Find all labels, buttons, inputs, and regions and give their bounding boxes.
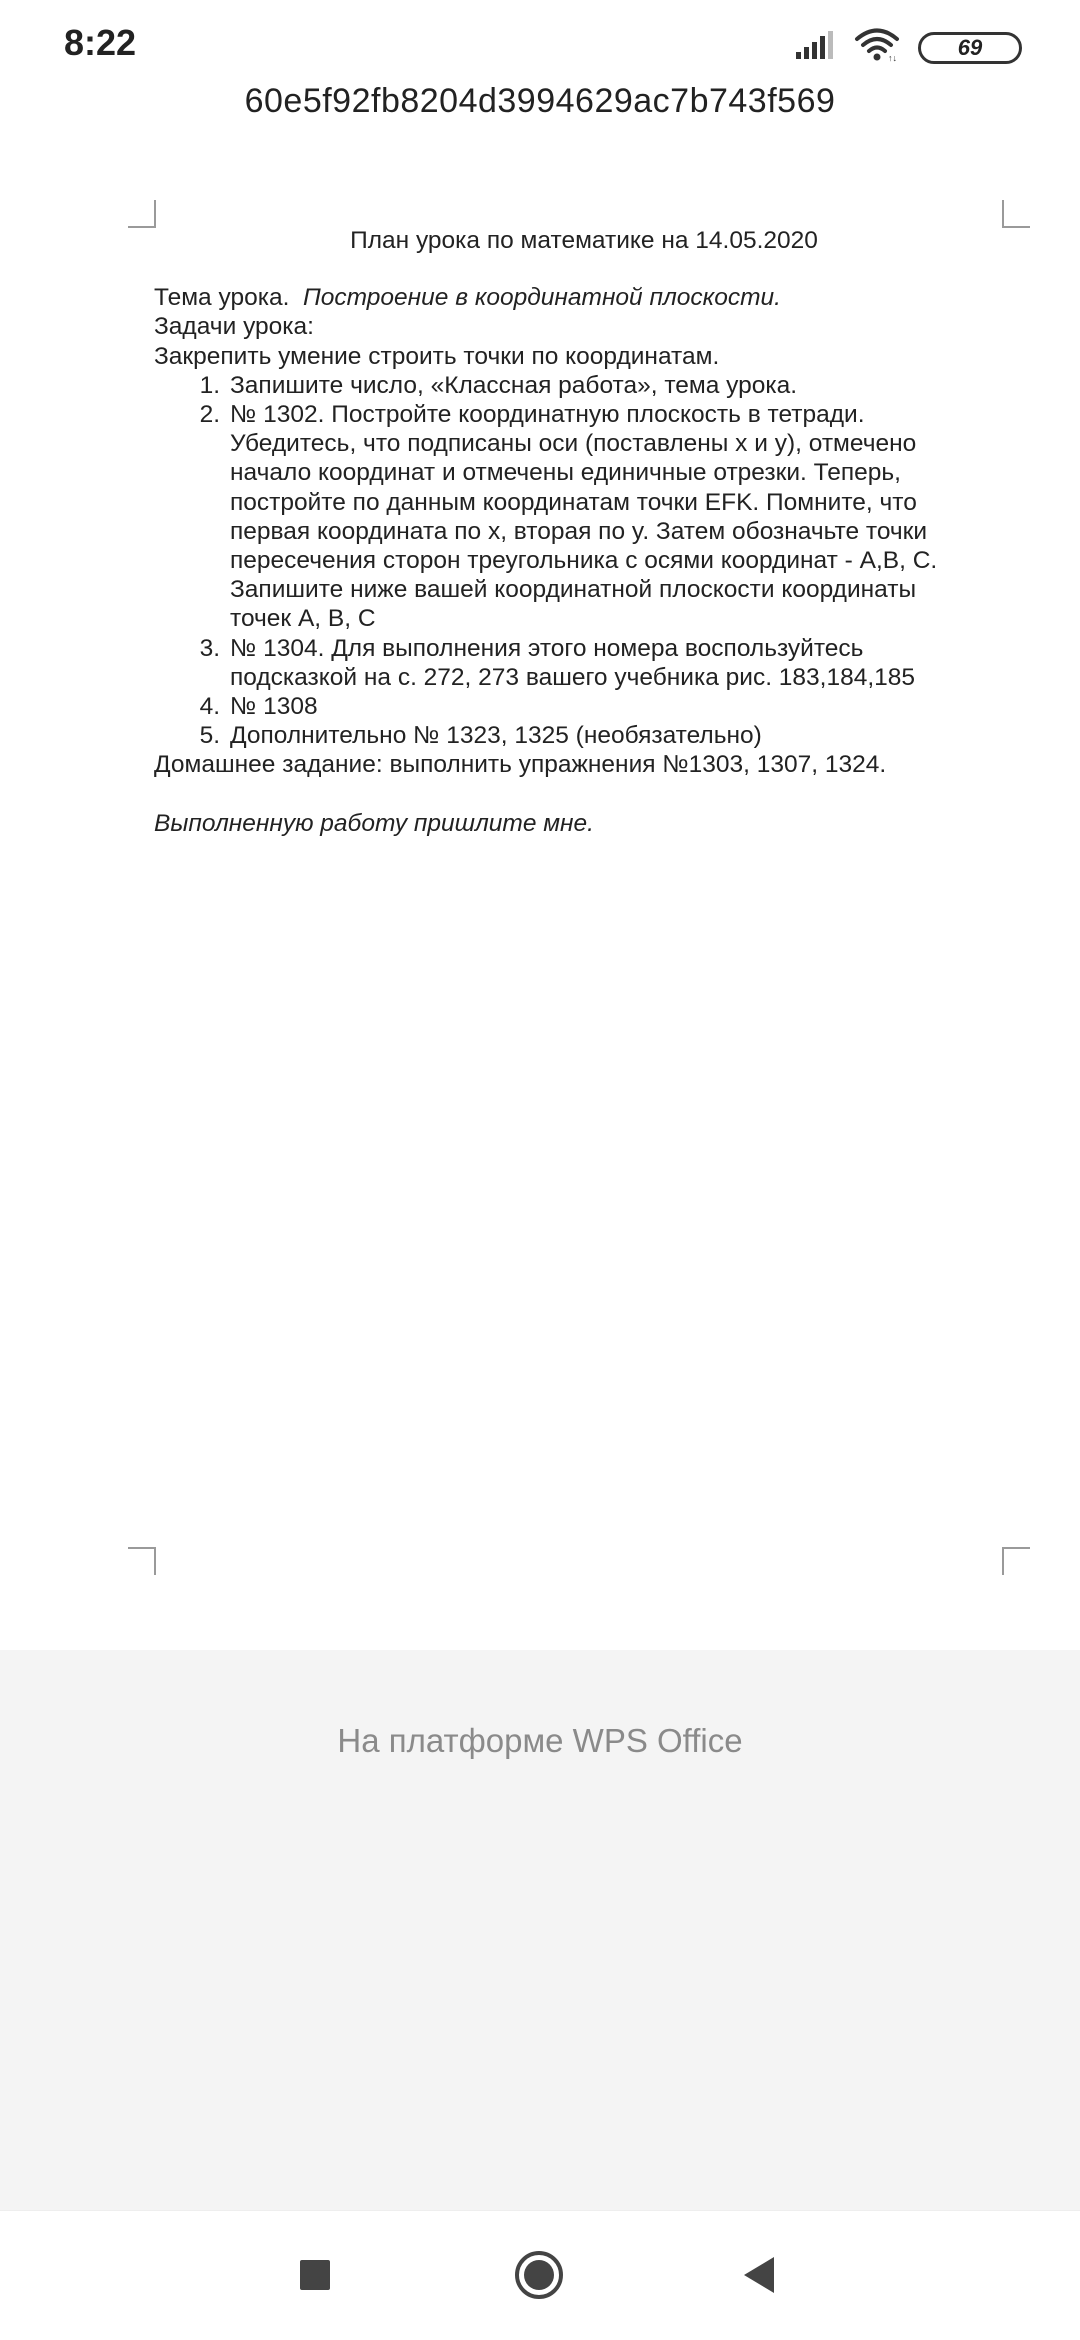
list-item [154, 400, 994, 634]
home-button[interactable] [511, 2249, 567, 2305]
list-item-line: № 1304. Для выполнения этого номера воспользуйтесь [230, 634, 864, 662]
list-item [154, 692, 994, 721]
list-item-line: № 1308 [230, 693, 318, 721]
footer-band [0, 1650, 1080, 2210]
recents-icon [298, 2258, 332, 2297]
svg-text:↑↓: ↑↓ [888, 53, 897, 62]
platform-label: На платформе WPS Office [337, 1722, 743, 1759]
list-item-line: Убедитесь, что подписаны оси (поставлены x и y), отмечено [230, 430, 917, 458]
page-corner-mark [1002, 1547, 1030, 1575]
list-item-number: 4. [199, 693, 220, 721]
lesson-heading: План урока по математике на 14.05.2020 [350, 227, 818, 254]
list-item-line: Дополнительно № 1323, 1325 (необязательно) [230, 722, 762, 750]
battery-icon [918, 32, 1022, 64]
home-icon [513, 2249, 565, 2306]
list-item-line: начало координат и отмечены единичные отрезки. Теперь, [230, 459, 901, 487]
status-time: 8:22 [64, 22, 137, 63]
navigation-bar [0, 2210, 1080, 2340]
list-item-line: Запишите ниже вашей координатной плоскости координаты [230, 576, 917, 604]
page-corner-mark [1002, 200, 1030, 228]
document-page[interactable] [0, 180, 1080, 1650]
list-item-line: подсказкой на с. 272, 273 вашего учебника рис. 183,184,185 [230, 663, 916, 691]
closing-line: Выполненную работу пришлите мне. [154, 809, 594, 837]
topic-value: Построение в координатной плоскости. [303, 284, 781, 312]
page-corner-mark [128, 200, 156, 228]
page-corner-mark [128, 1547, 156, 1575]
list-item-line: пересечения сторон треугольника с осями координат - A,B, C. [230, 547, 938, 575]
back-icon [740, 2255, 778, 2300]
list-item-line: точек A, B, C [230, 605, 376, 633]
list-item-number: 2. [199, 401, 220, 429]
battery-level: 69 [918, 32, 1022, 64]
list-item-text [220, 400, 994, 634]
list-item-text [220, 692, 994, 721]
list-item-number: 1. [199, 371, 220, 399]
topic-label: Тема урока. [154, 284, 290, 312]
list-item-number: 3. [199, 634, 220, 662]
list-item-number: 5. [199, 722, 220, 750]
list-item [154, 721, 994, 750]
list-item [154, 371, 994, 400]
signal-icon [794, 30, 836, 65]
topic-line [154, 283, 994, 312]
list-item-line: Запишите число, «Классная работа», тема урока. [230, 371, 798, 399]
homework-line: Домашнее задание: выполнить упражнения №1303, 1307, 1324. [154, 751, 887, 779]
status-icons [794, 28, 1022, 67]
recents-button[interactable] [287, 2249, 343, 2305]
list-item-line: первая координата по x, вторая по y. Затем обозначьте точки [230, 517, 928, 545]
list-item-text [220, 634, 994, 692]
status-bar [0, 0, 1080, 90]
document-body [154, 226, 994, 838]
list-item-text [220, 371, 994, 400]
list-item-line: постройте по данным координатам точки EFK. Помните, что [230, 488, 917, 516]
tasks-label: Задачи урока: [154, 313, 314, 341]
blank-line [154, 780, 994, 809]
list-item [154, 634, 994, 692]
lesson-goal: Закрепить умение строить точки по координатам. [154, 342, 720, 370]
list-item-line: № 1302. Постройте координатную плоскость в тетради. [230, 401, 865, 429]
wifi-icon [854, 28, 900, 67]
document-file-name: 60e5f92fb8204d3994629ac7b743f569 [244, 82, 836, 120]
list-item-text [220, 721, 994, 750]
task-list [154, 371, 994, 751]
back-button[interactable] [731, 2249, 787, 2305]
